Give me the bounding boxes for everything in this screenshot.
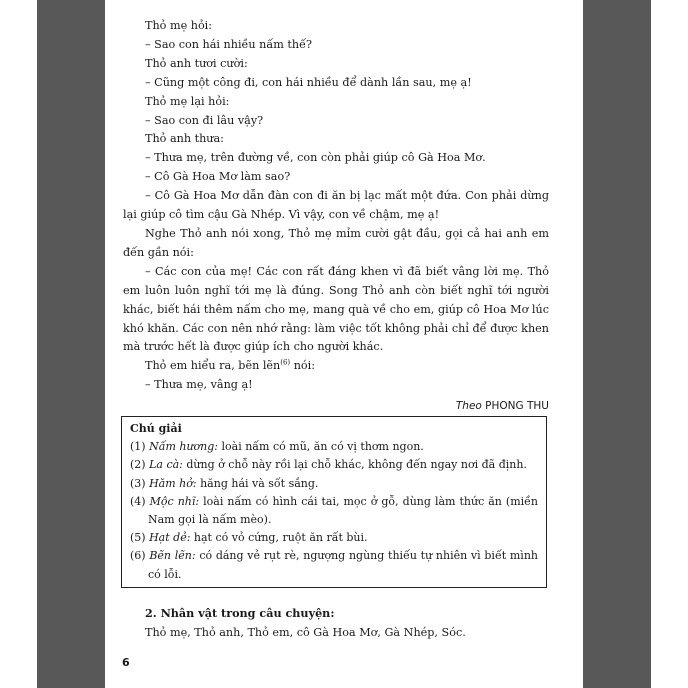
source-author: PHONG THU [485, 400, 549, 413]
story-paragraph: Nghe Thỏ anh nói xong, Thỏ mẹ mỉm cười gật đầu, gọi cả hai anh em đến gần nói: [123, 226, 549, 259]
story-paragraph: Thỏ anh thưa: [145, 132, 224, 146]
footnote-marker: (6) [280, 358, 291, 367]
glossary-item [130, 438, 538, 456]
glossary-number: (6) [130, 549, 146, 563]
glossary-definition: hạt có vỏ cứng, ruột ăn rất bùi. [190, 531, 368, 545]
glossary-number: (2) [130, 458, 146, 472]
glossary-definition: có dáng vẻ rụt rè, ngượng ngùng thiếu tự nhiên vì biết mình có lỗi. [148, 549, 538, 581]
scan-border-right [583, 0, 651, 688]
glossary-term: Hạt dẻ: [149, 531, 191, 545]
glossary-definition: loài nấm có hình cái tai, mọc ở gỗ, dùng làm thức ăn (miền Nam gọi là nấm mèo). [148, 494, 539, 527]
glossary-number: (3) [130, 476, 146, 490]
story-paragraph: – Cô Gà Hoa Mơ dẫn đàn con đi ăn bị lạc mất một đứa. Con phải dừng lại giúp cô tìm cậu Gà Nhép. Vì vậy, con về chậm, mẹ ạ! [123, 189, 549, 222]
glossary-term: Bẽn lẽn: [149, 549, 196, 563]
story-paragraph: Thỏ mẹ hỏi: [145, 19, 213, 32]
glossary-box [121, 416, 547, 588]
story-source [123, 397, 549, 416]
story-paragraph: – Thưa mẹ, vâng ạ! [145, 378, 253, 392]
glossary-item [130, 475, 538, 493]
glossary-item [130, 547, 538, 583]
glossary-term: Nấm hương: [149, 440, 219, 454]
story-paragraph: Thỏ anh tươi cười: [145, 56, 248, 70]
characters-section [123, 603, 549, 643]
story-paragraph: – Thưa mẹ, trên đường về, con còn phải giúp cô Gà Hoa Mơ. [145, 151, 486, 165]
story-text-fragment: Thỏ em hiểu ra, bẽn lẽn [145, 359, 281, 373]
story-paragraph: – Các con của mẹ! Các con rất đáng khen vì đã biết vâng lời mẹ. Thỏ em luôn luôn nghĩ tới mẹ là đúng. Song Thỏ anh còn biết nghĩ tới người khác, biết hái thêm nấm cho mẹ, mang quà về cho em, giúp cô Hoa Mơ lúc khó khăn. Các con nên nhớ rằng: làm việc tốt không phải chỉ để được khen mà trước hết là được giúp ích cho người khác. [123, 264, 549, 354]
glossary-item [130, 529, 538, 547]
glossary-term: Hăm hở: [149, 476, 197, 490]
scan-margin-left [0, 0, 37, 688]
story-paragraph: – Cũng một công đi, con hái nhiều để dành lần sau, mẹ ạ! [145, 75, 472, 89]
story-paragraph [123, 357, 549, 376]
glossary-number: (5) [130, 531, 146, 545]
glossary-number: (1) [130, 440, 146, 454]
glossary-definition: dừng ở chỗ này rồi lại chỗ khác, không đến ngay nơi đã định. [182, 458, 527, 472]
book-page [105, 0, 583, 688]
story-paragraph: – Cô Gà Hoa Mơ làm sao? [145, 170, 291, 184]
scan-margin-right [651, 0, 688, 688]
glossary-number: (4) [130, 494, 146, 508]
section-body: Thỏ mẹ, Thỏ anh, Thỏ em, cô Gà Hoa Mơ, Gà Nhép, Sóc. [145, 626, 466, 639]
story-text-fragment: nói: [290, 359, 316, 373]
glossary-item [130, 493, 538, 529]
story-paragraph: – Sao con hái nhiều nấm thế? [145, 37, 312, 51]
glossary-term: La cà: [149, 458, 183, 472]
story-paragraph: Thỏ mẹ lại hỏi: [145, 94, 230, 108]
source-prefix: Theo [455, 400, 482, 413]
glossary-term: Mộc nhĩ: [149, 494, 200, 508]
scan-border-left [37, 0, 105, 688]
section-heading: 2. Nhân vật trong câu chuyện: [145, 606, 335, 620]
glossary-definition: hăng hái và sốt sắng. [196, 476, 319, 490]
story-text [123, 17, 549, 416]
page-number: 6 [122, 656, 130, 669]
story-paragraph: – Sao con đi lâu vậy? [145, 113, 264, 127]
glossary-definition: loài nấm có mũ, ăn có vị thơm ngon. [218, 440, 424, 454]
glossary-item [130, 456, 538, 474]
glossary-title: Chú giải [130, 422, 182, 435]
